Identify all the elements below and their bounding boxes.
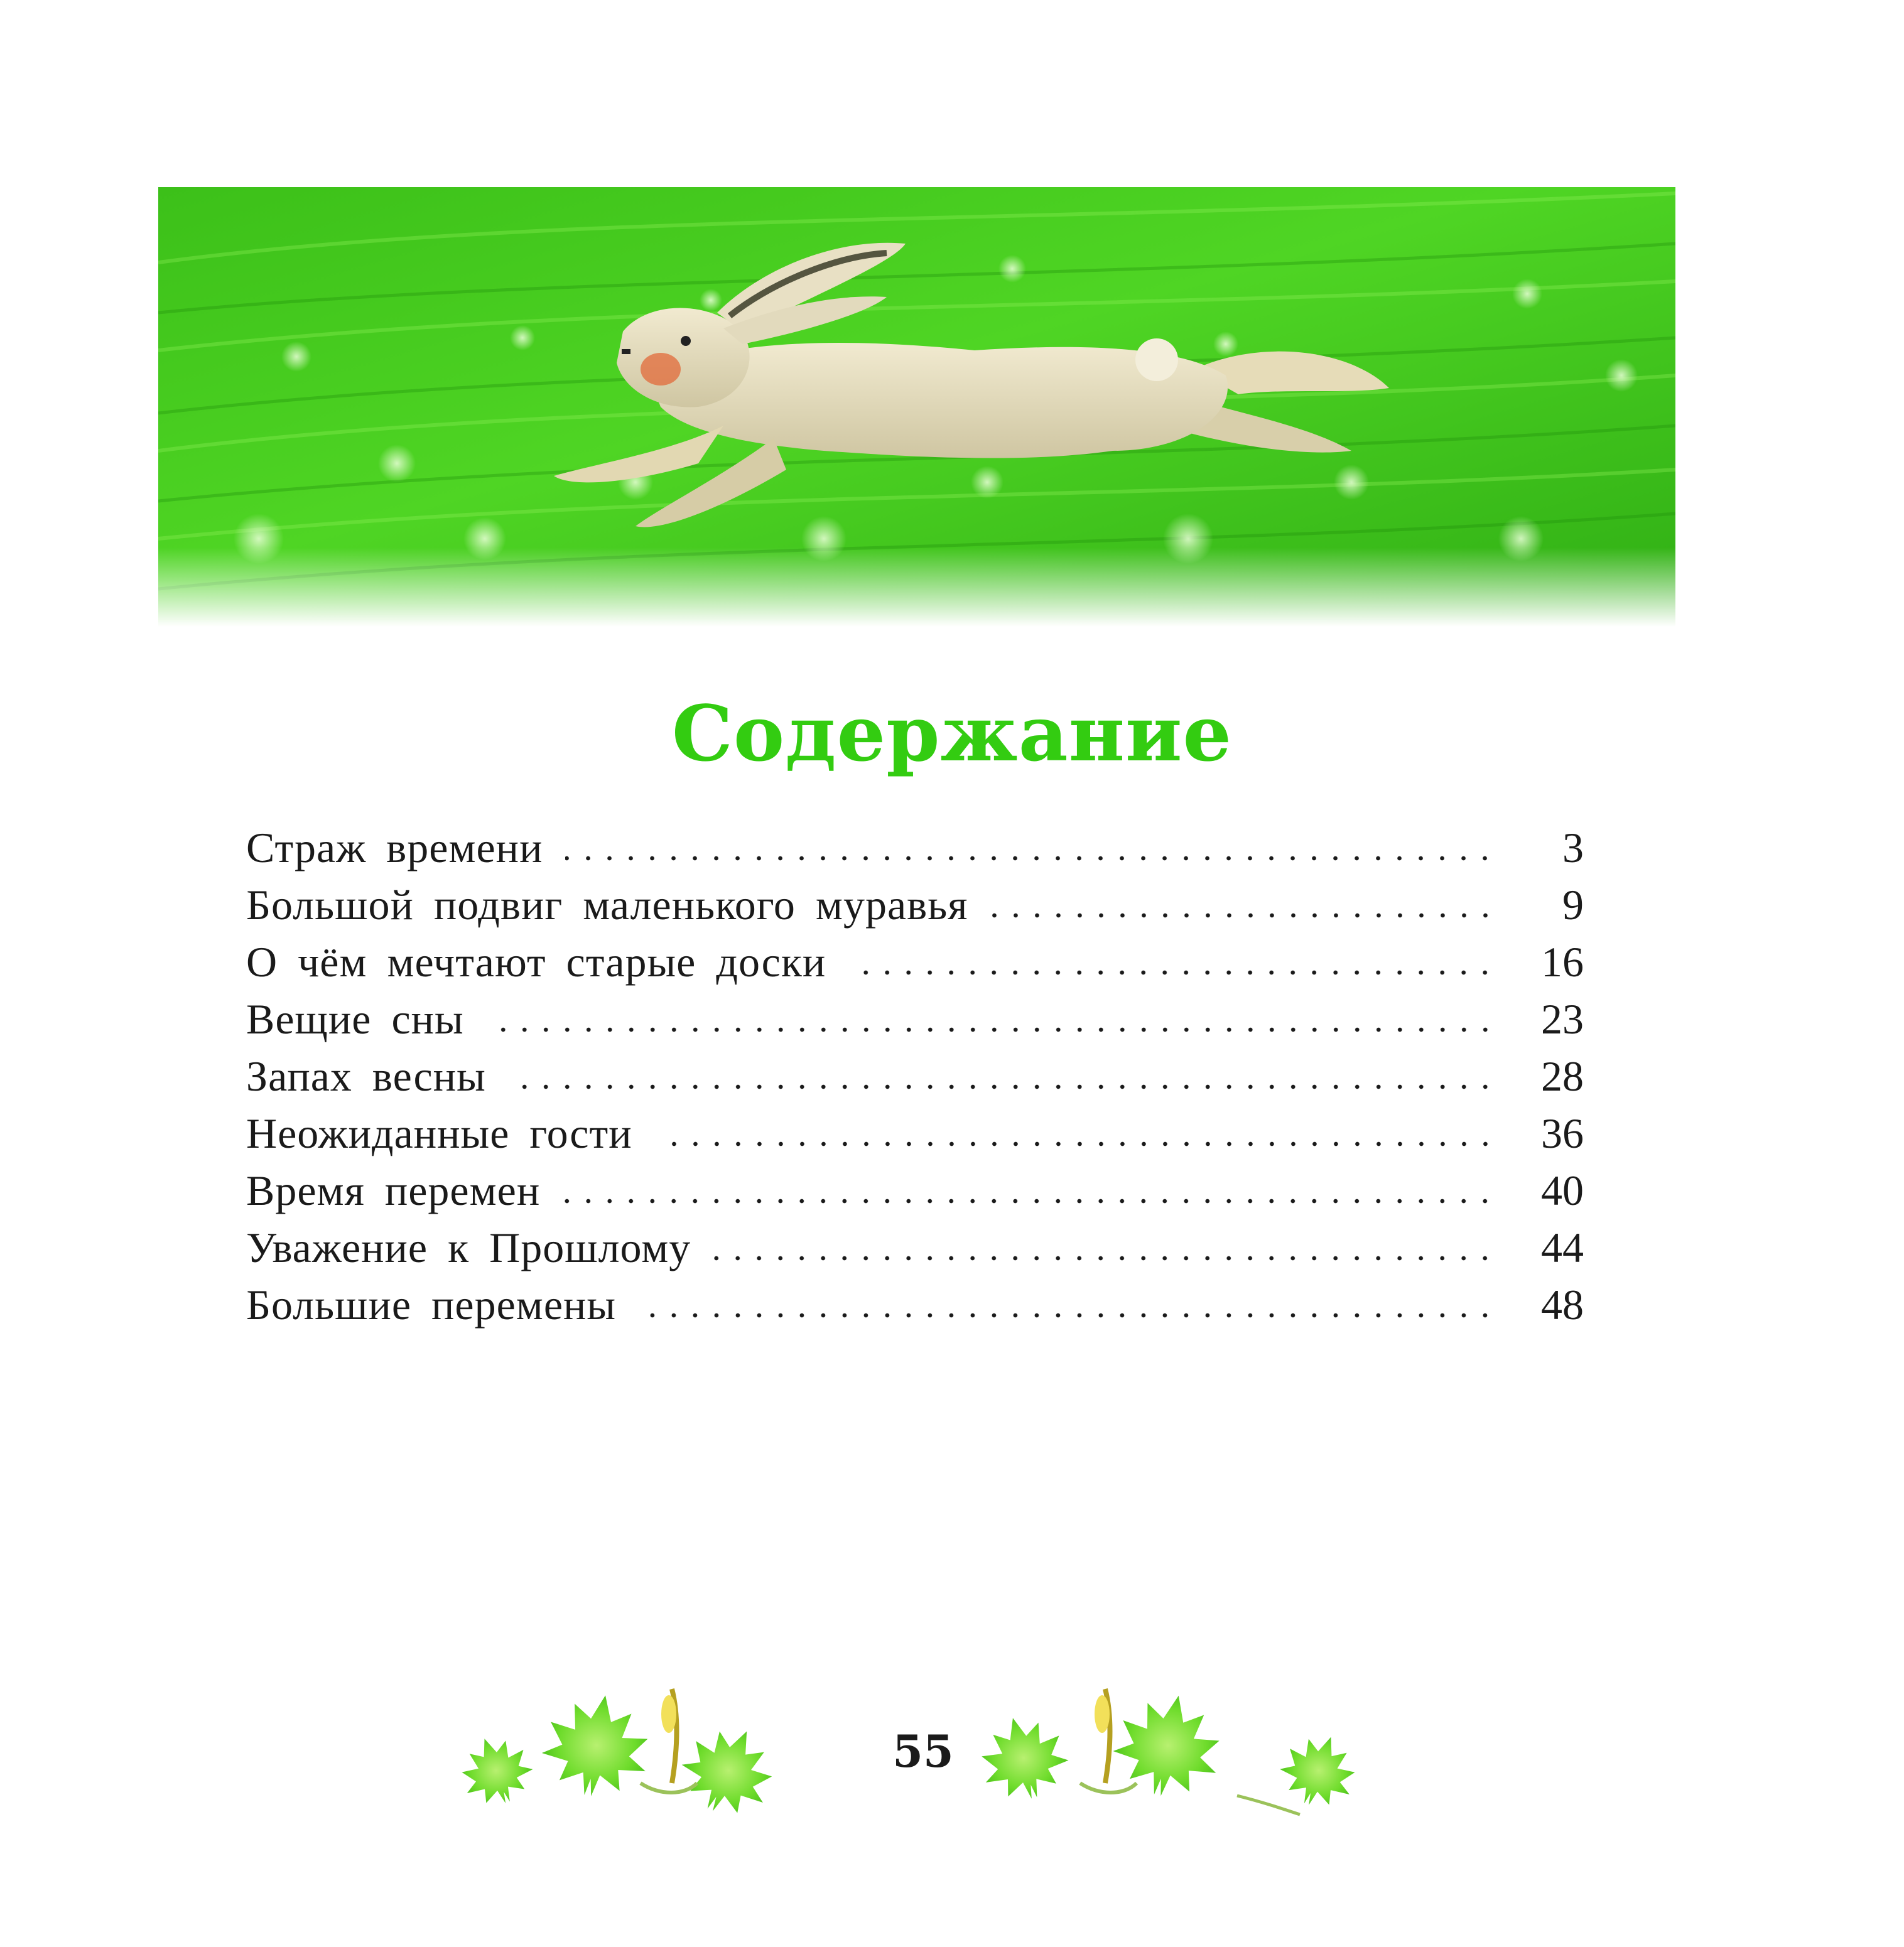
toc-entry[interactable] <box>246 819 1584 876</box>
toc-entry[interactable] <box>246 876 1584 934</box>
toc-entry-page: 40 <box>1541 1167 1584 1214</box>
toc-entry-title: Уважение к Прошлому <box>246 1224 691 1271</box>
toc-entry-title: Неожиданные гости <box>246 1109 632 1157</box>
toc-entry-title: Большой подвиг маленького муравья <box>246 881 968 929</box>
toc-entry-title: О чём мечтают старые доски <box>246 938 826 986</box>
table-of-contents <box>246 819 1584 1334</box>
toc-entry[interactable] <box>246 991 1584 1048</box>
dot-leader <box>713 1254 1496 1263</box>
dot-leader <box>487 1025 1496 1034</box>
toc-entry-page: 28 <box>1541 1052 1584 1100</box>
toc-entry-page: 44 <box>1541 1224 1584 1271</box>
page-number: 55 <box>892 1725 954 1777</box>
toc-entry-page: 48 <box>1541 1281 1584 1329</box>
toc-entry[interactable] <box>246 934 1584 991</box>
page-footer <box>452 1664 1394 1852</box>
toc-entry-page: 3 <box>1562 824 1584 871</box>
toc-entry-title: Большие перемены <box>246 1281 617 1329</box>
toc-entry-title: Запах весны <box>246 1052 486 1100</box>
toc-entry[interactable] <box>246 1162 1584 1219</box>
toc-entry-page: 16 <box>1541 938 1584 986</box>
dot-leader <box>509 1082 1496 1091</box>
toc-entry-title: Время перемен <box>246 1167 541 1214</box>
toc-entry[interactable] <box>246 1276 1584 1334</box>
dot-leader <box>639 1311 1496 1320</box>
toc-entry-page: 9 <box>1562 881 1584 929</box>
page-title: Содержание <box>671 688 1233 779</box>
toc-entry[interactable] <box>246 1048 1584 1105</box>
toc-entry-page: 36 <box>1541 1109 1584 1157</box>
toc-entry[interactable] <box>246 1219 1584 1276</box>
dot-leader <box>991 911 1496 920</box>
running-hare-icon <box>158 187 1675 627</box>
dot-leader <box>563 1197 1496 1205</box>
hare-illustration <box>158 187 1675 627</box>
dot-leader <box>848 968 1496 977</box>
toc-entry-title: Страж времени <box>246 824 543 871</box>
toc-entry-title: Вещие сны <box>246 995 464 1043</box>
dot-leader <box>565 854 1496 863</box>
toc-entry-page: 23 <box>1541 995 1584 1043</box>
toc-entry[interactable] <box>246 1105 1584 1162</box>
dot-leader <box>655 1140 1496 1148</box>
